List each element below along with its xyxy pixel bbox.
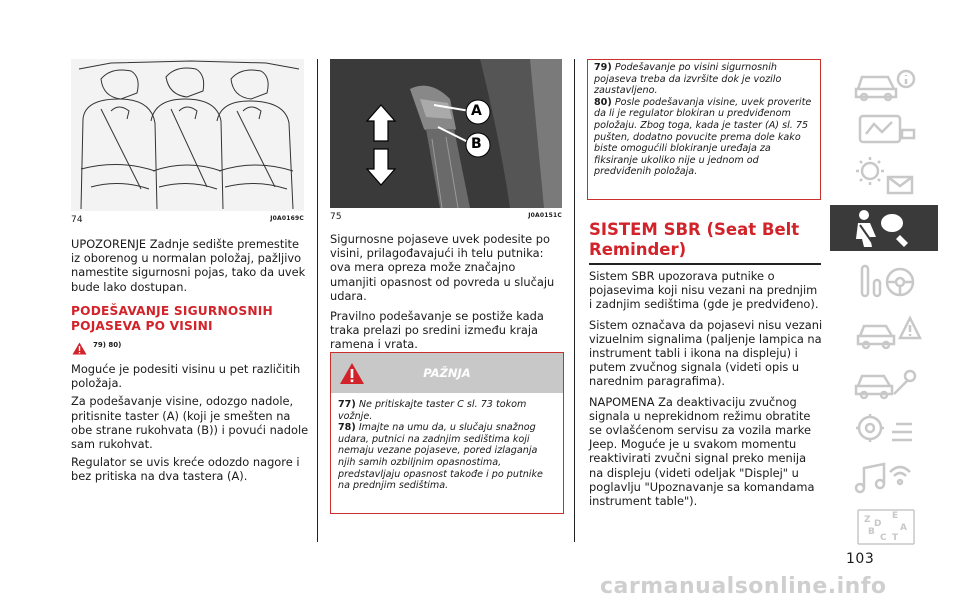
- refs-numbers: 79) 80): [93, 341, 122, 349]
- column-divider-1: [317, 59, 318, 542]
- column-divider-2: [574, 59, 575, 542]
- technical-data-icon: [830, 406, 938, 452]
- lights-message-icon: [830, 153, 938, 199]
- dashboard-icon: [830, 106, 938, 152]
- emergency-icon: [830, 308, 938, 354]
- label-b: B: [471, 136, 482, 152]
- heading-underline: [589, 263, 821, 265]
- sidebar-tab-multimedia[interactable]: [830, 456, 938, 502]
- sidebar-tab-technical-data[interactable]: [830, 406, 938, 452]
- column-1-text: [71, 237, 309, 484]
- warning-triangle-icon: [72, 340, 87, 359]
- figure-75-caption: [330, 212, 562, 222]
- starting-driving-icon: [830, 258, 938, 304]
- paragraph-sbr-signals: Sistem označava da pojasevi nisu vezani vizuelnim signalima (paljenje lampica na instrument tabli i ikona na displeju) i putem zvučnog signala (videti opis u narednim paragrafima).: [589, 317, 823, 389]
- caution-box: [330, 352, 564, 514]
- figure-74-rear-seats: [71, 59, 304, 211]
- caution-item-77: 77) Ne pritiskajte taster C sl. 73 tokom vožnje.: [338, 399, 527, 422]
- section-heading-height-adjust: PODEŠAVANJE SIGURNOSNIH POJASEVA PO VISINI: [71, 304, 273, 333]
- column-2-text: [330, 232, 564, 352]
- label-a: A: [471, 103, 482, 119]
- paragraph-always-adjust: Sigurnosne pojaseve uvek podesite po visini, prilagođavajući ih telu putnika: ova mera opreza može značajno umanjiti opasnost od povreda u slučaju udara.: [330, 232, 555, 303]
- sidebar-tab-maintenance[interactable]: [830, 358, 938, 404]
- sidebar-tab-emergency[interactable]: [830, 308, 938, 354]
- column-3-text: [589, 269, 823, 508]
- svg-text:E: E: [892, 511, 899, 521]
- sidebar-tab-lights-messages[interactable]: [830, 153, 938, 199]
- multimedia-icon: [830, 456, 938, 502]
- index-icon: [830, 504, 938, 550]
- sidebar-tab-car-info[interactable]: [830, 59, 938, 105]
- svg-text:D: D: [874, 519, 882, 529]
- caution-continued-box: [587, 59, 821, 200]
- figure-code: J0A0151C: [528, 212, 562, 219]
- svg-text:C: C: [880, 533, 887, 543]
- figure-number: 75: [330, 212, 342, 222]
- maintenance-icon: [830, 358, 938, 404]
- belt-adjuster-photo: [330, 59, 562, 208]
- figure-number: 74: [71, 215, 83, 225]
- sbr-section-heading: SISTEM SBR (Seat Belt Reminder): [589, 220, 821, 265]
- page-number: 103: [846, 551, 875, 567]
- paragraph-adjust-instructions: Za podešavanje visine, odozgo nadole, pritisnite taster (A) (koji je smešten na obe strane rukohvata (B)) i povući nadole sam rukohvat.: [71, 394, 309, 452]
- svg-text:Z: Z: [864, 515, 871, 525]
- paragraph-note: NAPOMENA Za deaktivaciju zvučnog signala u neprekidnom režimu obratite se ovlašćenom servisu za vozila marke Jeep. Moguće je u svakom momentu reaktivirati zvučni signal preko menija na displeju (videti odeljak "Displej" u poglavlju "Upoznavanje sa komandama instrument table").: [589, 394, 815, 509]
- paragraph-sbr-warns: Sistem SBR upozorava putnike o pojasevima koji nisu vezani na prednjim i zadnjim sedištima (gde je predviđeno).: [589, 269, 819, 312]
- sidebar-tab-safety[interactable]: [830, 205, 938, 251]
- caution-item-79: 79) Podešavanje po visini sigurnosnih pojaseva treba da izvršite dok je vozilo zaustavljeno.: [594, 62, 782, 97]
- figure-code: J0A0169C: [270, 215, 304, 222]
- caution-item-78: 78) Imajte na umu da, u slučaju snažnog udara, putnici na zadnjim sedištima koji nemaju vezane pojaseve, pored izlaganja njih samih ozbiljnim opasnostima, predstavljaju opasnost takođe i po putnike na prednjim sedištima.: [338, 422, 543, 492]
- paragraph-positions: Moguće je podesiti visinu u pet različitih položaja.: [71, 362, 301, 391]
- svg-text:B: B: [868, 527, 875, 537]
- figure-74-caption: [71, 215, 304, 225]
- warning-paragraph: UPOZORENJE Zadnje sedište premestite iz oborenog u normalan položaj, pažljivo namestite sigurnosni pojas, tako da uvek bude lako dostupan.: [71, 237, 306, 294]
- caution-header: [331, 353, 563, 393]
- car-info-icon: [830, 59, 938, 105]
- caution-items: [331, 393, 563, 492]
- paragraph-proper-adjust: Pravilno podešavanje se postiže kada traka prelazi po sredini između kraja ramena i vrata.: [330, 309, 544, 352]
- watermark: carmanualsonline.info: [600, 574, 887, 599]
- warning-refs: [71, 340, 309, 354]
- safety-airbag-icon: [830, 205, 938, 251]
- sidebar-tab-starting-driving[interactable]: [830, 258, 938, 304]
- figure-75-belt-adjuster: [330, 59, 562, 208]
- paragraph-regulator: Regulator se uvis kreće odozdo nagore i bez pritiska na dva tastera (A).: [71, 455, 300, 484]
- rear-seats-illustration: [71, 59, 304, 211]
- svg-text:T: T: [892, 533, 899, 543]
- sidebar-tab-dashboard[interactable]: [830, 106, 938, 152]
- svg-text:A: A: [900, 523, 907, 533]
- caution-item-80: 80) Posle podešavanja visine, uvek proverite da li je regulator blokiran u predviđenom položaju. Zbog toga, kada je taster (A) sl. 75 pušten, dodatno povucite prema dole kako biste omogućili blokiranje uređaja za fiksiranje ukoliko nije u jednom od predviđenih položaja.: [594, 96, 812, 178]
- sidebar-tab-index[interactable]: [830, 504, 938, 550]
- caution-title: PAŽNJA: [423, 366, 471, 380]
